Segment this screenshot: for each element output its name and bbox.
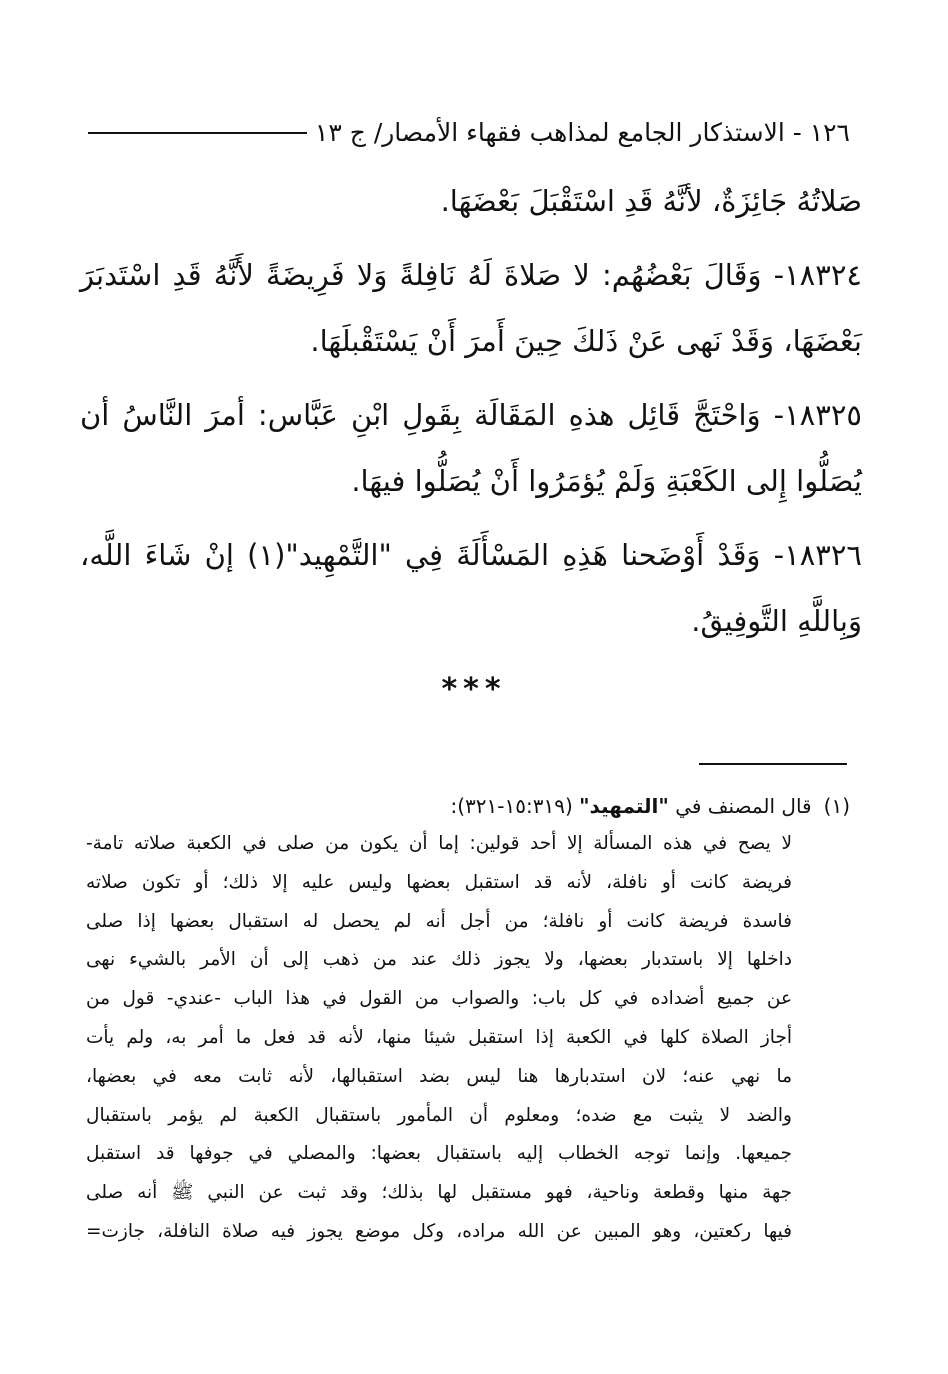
main-text <box>80 168 862 662</box>
footnote-citation: (١٥:٣١٩-٣٢١): <box>450 794 573 818</box>
footnote-line: جميعها. وإنما توجه الخطاب إليه باستقبال بعضها: والمصلي في جوفها قد استقبل <box>86 1143 792 1165</box>
paragraph: صَلاتُهُ جَائِزَةٌ، لأنَّهُ قَدِ اسْتَقْبَلَ بَعْضَهَا. <box>440 184 862 218</box>
footnote-line: والضد لا يثبت مع ضده؛ ومعلوم أن المأمور باستقبال الكعبة لم يؤمر باستقبال <box>86 1104 792 1126</box>
footnote-line: فاسدة فريضة كانت أو نافلة؛ من أجل أنه لم يحصل له استقبال بعضها إذا صلى <box>86 910 792 932</box>
footnote-line: داخلها إلا باستدبار بعضها، ولا يجوز ذلك عند من ذهب إلى أن الأمر بالشيء نهى <box>86 949 792 971</box>
footnote-line: جهة منها وقطعة وناحية، فهو مستقبل لها بذلك؛ وقد ثبت عن النبي ﷺ أنه صلى <box>86 1182 792 1204</box>
footnote-rule <box>699 763 847 765</box>
section-divider: *** <box>441 672 507 707</box>
footnote-heading <box>86 787 850 825</box>
footnote-number: (١) <box>823 794 850 818</box>
footnote-line: لا يصح في هذه المسألة إلا أحد قولين: إما أن يكون من صلى في الكعبة صلاته تامة- <box>86 833 792 854</box>
footnote-line: فيها ركعتين، وهو المبين عن الله مراده، وكل موضع يجوز فيه صلاة النافلة، جازت= <box>86 1220 792 1242</box>
footnote-body <box>86 825 792 1252</box>
footnote <box>86 787 850 1252</box>
footnote-line: فريضة كانت أو نافلة، لأنه قد استقبل بعضها وليس عليه إلا ذلك؛ أو تكون صلاته <box>86 871 792 893</box>
header-rule <box>88 132 307 134</box>
footnote-line: ما نهي عنه؛ لان استدبارها هنا ليس بضد استقبالها، لأنه ثابت معه في بعضها، <box>86 1065 792 1087</box>
footnote-line: عن جميع أضداده في كل باب: والصواب من القول في هذا الباب -عندي- قول من <box>86 988 792 1010</box>
footnote-source-title: "التمهيد" <box>579 794 669 818</box>
paragraph: ١٨٣٢٥- وَاحْتَجَّ قَائِل هذهِ المَقَالَة بِقَولِ ابْنِ عَبَّاس: أمرَ النَّاسُ أن يُصَلُّوا إِلى الكَعْبَةِ وَلَمْ يُؤمَرُوا أَنْ يُصَلُّوا فيهَا. <box>80 398 862 498</box>
running-title: ١٢٦ - الاستذكار الجامع لمذاهب فقهاء الأمصار/ ج ١٣ <box>314 117 850 147</box>
footnote-intro: قال المصنف في <box>675 794 812 818</box>
paragraph: ١٨٣٢٦- وَقَدْ أَوْضَحنا هَذِهِ المَسْأَلَةَ فِي "التَّمْهِيد"(١) إنْ شَاءَ اللَّه، وَبِاللَّهِ التَّوفِيقُ. <box>80 538 863 638</box>
running-header <box>88 112 850 152</box>
paragraph: ١٨٣٢٤- وَقَالَ بَعْضُهُم: لا صَلاةَ لَهُ نَافِلةً وَلا فَرِيضَةً لأَنَّهُ قَدِ اسْتَدبَرَ بَعْضَهَا، وَقَدْ نَهى عَنْ ذَلكَ حِينَ أَمرَ أَنْ يَسْتَقْبلَهَا. <box>80 258 862 358</box>
footnote-line: أجاز الصلاة كلها في الكعبة إذا استقبل شيئا منها، لأنه قد فعل ما أمر به، ولم يأت <box>86 1026 792 1048</box>
